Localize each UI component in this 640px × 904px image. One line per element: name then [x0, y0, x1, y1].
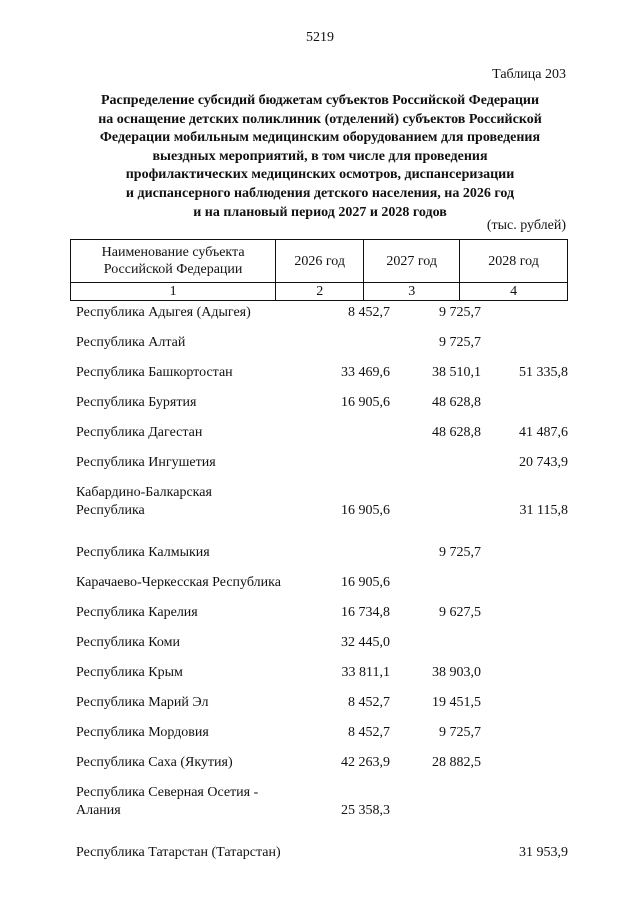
value-2026: 8 452,7 [348, 305, 390, 320]
header-num-4: 4 [460, 283, 568, 301]
title-line: профилактических медицинских осмотров, диспансеризации [125, 167, 515, 183]
value-2027: 48 628,8 [432, 395, 481, 410]
subject-name-line: Республика Алтай [76, 335, 186, 350]
units-label: (тыс. рублей) [486, 218, 566, 233]
subject-name [76, 754, 306, 772]
subject-name [76, 424, 306, 442]
subject-name [76, 694, 306, 712]
value-2026: 33 811,1 [341, 665, 390, 680]
subject-name-line: Республика Адыгея (Адыгея) [76, 305, 251, 320]
subject-name-line: Алания [76, 803, 121, 818]
table-header [70, 239, 568, 301]
value-2026: 16 905,6 [341, 395, 390, 410]
value-2028: 41 487,6 [519, 425, 568, 440]
value-2027: 38 510,1 [432, 365, 481, 380]
subject-name-line: Кабардино-Балкарская [76, 485, 212, 500]
subject-name [76, 664, 306, 682]
subject-name [76, 394, 306, 412]
value-2026: 25 358,3 [341, 803, 390, 818]
header-2027: 2027 год [364, 240, 460, 283]
value-2028: 31 115,8 [519, 503, 568, 518]
subject-name [76, 724, 306, 742]
subject-name [76, 604, 306, 622]
header-2028: 2028 год [460, 240, 568, 283]
title-line: и диспансерного наблюдения детского населения, на 2026 год [125, 185, 515, 201]
subject-name [76, 574, 306, 592]
value-2026: 16 905,6 [341, 503, 390, 518]
subject-name [76, 454, 306, 472]
value-2028: 51 335,8 [519, 365, 568, 380]
subject-name-line: Республика [76, 503, 145, 518]
table-number: Таблица 203 [492, 67, 566, 82]
subject-name-line: Республика Карелия [76, 605, 198, 620]
value-2028: 20 743,9 [519, 455, 568, 470]
subject-name-line: Республика Саха (Якутия) [76, 755, 233, 770]
document-title [70, 92, 570, 222]
value-2028: 31 953,9 [519, 845, 568, 860]
header-num-1: 1 [71, 283, 276, 301]
subject-name [76, 304, 306, 322]
value-2027: 9 725,7 [439, 725, 481, 740]
subject-name-line: Республика Башкортостан [76, 365, 233, 380]
subject-name [76, 784, 306, 820]
page-number: 5219 [306, 30, 334, 45]
value-2027: 28 882,5 [432, 755, 481, 770]
subject-name-line: Республика Дагестан [76, 425, 203, 440]
subject-name [76, 484, 306, 520]
subject-name-line: Республика Коми [76, 635, 180, 650]
subject-name-line: Республика Калмыкия [76, 545, 210, 560]
value-2026: 16 734,8 [341, 605, 390, 620]
value-2027: 9 725,7 [439, 335, 481, 350]
title-line: Распределение субсидий бюджетам субъектов Российской Федерации [100, 93, 540, 108]
value-2027: 38 903,0 [432, 665, 481, 680]
value-2027: 9 725,7 [439, 545, 481, 560]
subject-name-line: Республика Марий Эл [76, 695, 209, 710]
header-num-2: 2 [276, 283, 364, 301]
value-2027: 9 627,5 [439, 605, 481, 620]
subject-name [76, 544, 306, 562]
subject-name-line: Республика Татарстан (Татарстан) [76, 845, 281, 860]
title-line: и на плановый период 2027 и 2028 годов [193, 204, 447, 220]
value-2027: 19 451,5 [432, 695, 481, 710]
subject-name [76, 364, 306, 382]
header-subject-name [71, 240, 276, 283]
value-2027: 9 725,7 [439, 305, 481, 320]
value-2026: 16 905,6 [341, 575, 390, 590]
subject-name-line: Республика Бурятия [76, 395, 197, 410]
value-2026: 8 452,7 [348, 725, 390, 740]
header-subject-line2: Российской Федерации [103, 262, 243, 277]
subject-name-line: Республика Ингушетия [76, 455, 216, 470]
subject-name-line: Республика Крым [76, 665, 183, 680]
value-2026: 33 469,6 [341, 365, 390, 380]
subject-name-line: Карачаево-Черкесская Республика [76, 575, 281, 590]
title-line: Федерации мобильным медицинским оборудованием для проведения [99, 130, 541, 146]
value-2026: 32 445,0 [341, 635, 390, 650]
header-num-3: 3 [364, 283, 460, 301]
header-subject-line1: Наименование субъекта [101, 245, 245, 260]
title-line: выездных мероприятий, в том числе для проведения [152, 148, 488, 164]
subject-name-line: Республика Мордовия [76, 725, 209, 740]
subject-name [76, 334, 306, 352]
value-2027: 48 628,8 [432, 425, 481, 440]
header-2026: 2026 год [276, 240, 364, 283]
subject-name [76, 634, 306, 652]
subject-name-line: Республика Северная Осетия - [76, 785, 259, 800]
title-line: на оснащение детских поликлиник (отделений) субъектов Российской [98, 111, 542, 127]
value-2026: 42 263,9 [341, 755, 390, 770]
value-2026: 8 452,7 [348, 695, 390, 710]
subject-name [76, 844, 306, 862]
